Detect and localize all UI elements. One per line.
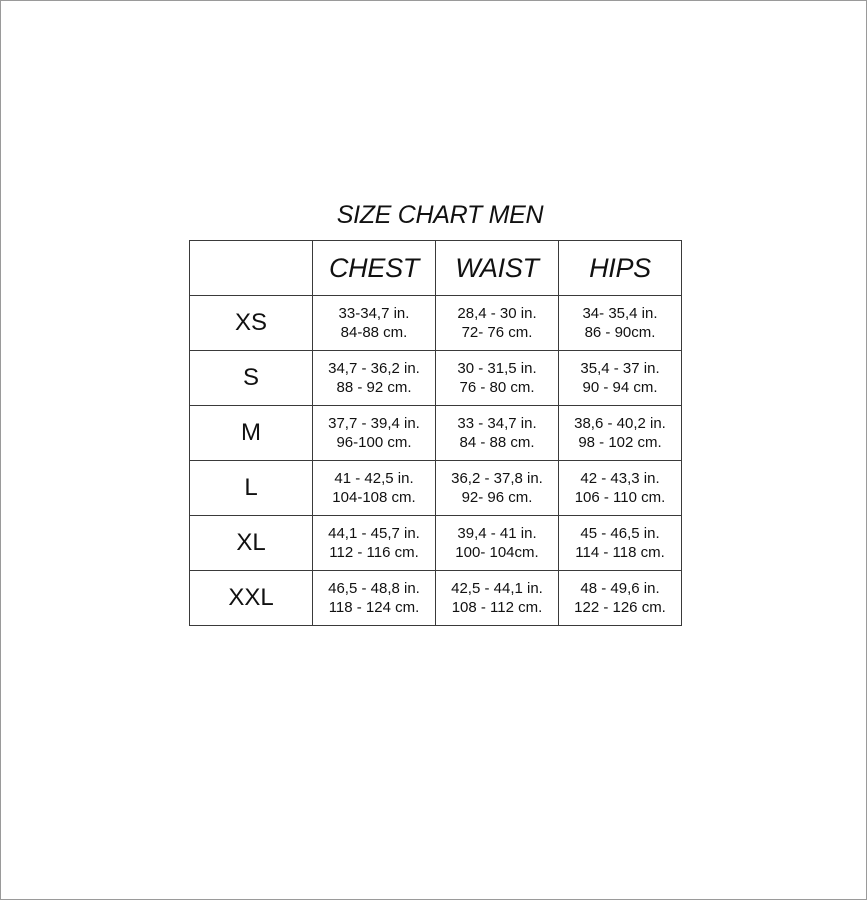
hips-cell <box>559 571 682 626</box>
cm-value: 98 - 102 cm. <box>578 434 662 451</box>
chest-cell <box>313 296 436 351</box>
inches-value: 33 - 34,7 in. <box>457 415 537 432</box>
cm-value: 104-108 cm. <box>332 489 416 506</box>
inches-value: 44,1 - 45,7 in. <box>328 525 420 542</box>
cm-value: 108 - 112 cm. <box>451 599 543 616</box>
cm-value: 72- 76 cm. <box>461 324 533 341</box>
size-label: S <box>190 351 313 406</box>
column-header-hips: HIPS <box>559 241 682 296</box>
hips-cell <box>559 351 682 406</box>
inches-value: 34- 35,4 in. <box>582 305 658 322</box>
inches-value: 35,4 - 37 in. <box>580 360 660 377</box>
table-row <box>190 461 682 516</box>
waist-cell <box>436 406 559 461</box>
table-header-row <box>190 241 682 296</box>
size-label: M <box>190 406 313 461</box>
cm-value: 84-88 cm. <box>340 324 408 341</box>
hips-cell <box>559 406 682 461</box>
cm-value: 114 - 118 cm. <box>575 544 665 561</box>
size-label: L <box>190 461 313 516</box>
size-chart-table <box>189 240 682 626</box>
inches-value: 46,5 - 48,8 in. <box>328 580 420 597</box>
chest-cell <box>313 516 436 571</box>
cm-value: 84 - 88 cm. <box>459 434 535 451</box>
size-label: XS <box>190 296 313 351</box>
inches-value: 33-34,7 in. <box>338 305 410 322</box>
inches-value: 48 - 49,6 in. <box>580 580 660 597</box>
waist-cell <box>436 461 559 516</box>
table-row <box>190 351 682 406</box>
waist-cell <box>436 351 559 406</box>
chest-cell <box>313 461 436 516</box>
table-row <box>190 516 682 571</box>
inches-value: 38,6 - 40,2 in. <box>574 415 666 432</box>
cm-value: 112 - 116 cm. <box>329 544 419 561</box>
waist-cell <box>436 516 559 571</box>
hips-cell <box>559 516 682 571</box>
inches-value: 41 - 42,5 in. <box>334 470 414 487</box>
table-row <box>190 296 682 351</box>
chest-cell <box>313 571 436 626</box>
waist-cell <box>436 296 559 351</box>
inches-value: 28,4 - 30 in. <box>457 305 537 322</box>
inches-value: 42 - 43,3 in. <box>580 470 660 487</box>
cm-value: 86 - 90cm. <box>584 324 656 341</box>
chest-cell <box>313 351 436 406</box>
inches-value: 39,4 - 41 in. <box>457 525 537 542</box>
column-header-chest: CHEST <box>313 241 436 296</box>
corner-cell <box>190 241 313 296</box>
inches-value: 42,5 - 44,1 in. <box>451 580 543 597</box>
hips-cell <box>559 461 682 516</box>
hips-cell <box>559 296 682 351</box>
cm-value: 90 - 94 cm. <box>582 379 658 396</box>
page-title: SIZE CHART MEN <box>336 201 544 229</box>
cm-value: 92- 96 cm. <box>461 489 533 506</box>
inches-value: 45 - 46,5 in. <box>580 525 660 542</box>
inches-value: 30 - 31,5 in. <box>457 360 537 377</box>
inches-value: 37,7 - 39,4 in. <box>328 415 420 432</box>
inches-value: 34,7 - 36,2 in. <box>328 360 420 377</box>
cm-value: 76 - 80 cm. <box>459 379 535 396</box>
table-row <box>190 571 682 626</box>
chest-cell <box>313 406 436 461</box>
cm-value: 88 - 92 cm. <box>336 379 412 396</box>
cm-value: 122 - 126 cm. <box>574 599 666 616</box>
cm-value: 118 - 124 cm. <box>328 599 420 616</box>
cm-value: 96-100 cm. <box>336 434 412 451</box>
waist-cell <box>436 571 559 626</box>
inches-value: 36,2 - 37,8 in. <box>451 470 543 487</box>
size-label: XL <box>190 516 313 571</box>
size-label: XXL <box>190 571 313 626</box>
column-header-waist: WAIST <box>436 241 559 296</box>
cm-value: 106 - 110 cm. <box>574 489 666 506</box>
table-row <box>190 406 682 461</box>
cm-value: 100- 104cm. <box>455 544 539 561</box>
